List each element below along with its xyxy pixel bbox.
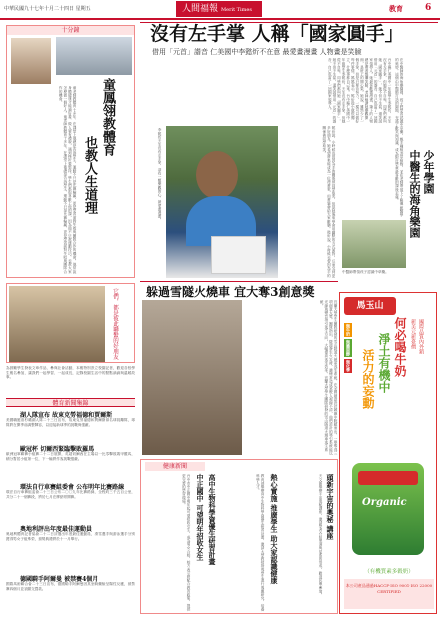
main-photo-caption: 李懿炘天生沒有左手掌，卻有一顆樂觀的心，最愛畫漫畫。 — [158, 128, 162, 222]
ad-brand-logo: 馬玉山 — [344, 297, 396, 315]
group-photo-box — [6, 283, 135, 363]
brief-title-2: 歐冠杯 切爾西緊臨擊敗羅馬 — [20, 446, 95, 453]
brief-title-1: 湖人隊宣布 故東克勞福德和賈爾斯 — [20, 412, 113, 419]
sports-briefs — [6, 398, 135, 614]
lower-body-2: 教育部舉辦高中生物科學資優生研習計畫，邀請大學教授指導學生進行專題研究，培養科學人才。 — [256, 474, 265, 611]
story2-body: 宜蘭大學學生團隊研發的雪山隧道火燒車逃生系統，在全國創意設計競賽中脫穎而出，一舉奪得三項創意大獎。團隊指出，隧道發生火災時，濃煙常造成駕駛人視線不清，他們設計的導引系統能以光線與聲音指引逃生方向，大幅提高逃生效率。宜蘭大學學生團隊研發的雪山隧道火燒車逃生系統。 — [320, 300, 338, 455]
brief-body-1: 美國職籃洛杉磯湖人隊二十三日宣布，故東克勞福德和賈爾斯兩名球員離隊，球隊將在開季前調整陣容，以迎接新球季的挑戰與強敵。 — [6, 418, 135, 427]
issue-date: 中華民國九十七年十月二十四日 星期五 — [4, 6, 91, 12]
ad-tagline-2: 新美元新臺價 — [410, 319, 416, 349]
ad-tagline-1: 國際品質內外銷 — [418, 319, 424, 354]
lower-body-3: 天文館舉辦宇宙奧秘講座，邀請學者介紹黑洞與星系的形成，歡迎民眾參加。 — [319, 474, 323, 597]
lower-body-1: 台中市中正國中明年起可望招收女生，成為男女合校，校方表示將配合教育政策，提供更完善的學習環境。 — [182, 474, 191, 611]
column-box — [6, 25, 135, 278]
main-subhead: 借用「元首」諧音 仁美國中李懿炘不在意 最愛畫漫畫 人物畫是笑臉 — [152, 48, 362, 56]
story2-headline: 躲過雪隧火燒車 宜大奪3創意獎 — [146, 285, 315, 299]
side-story-body: 在中醫師的海角樂園裡，孩子們學習認識中草藥，親手種植香草植物，並在老師帶領下了解傳統醫學的奧妙。這個由中醫師打造的園地，充滿了歡笑與知識，成為附近學童最喜歡的課後去處。 — [395, 58, 404, 217]
ad-badge-1: 無牛奶 — [346, 324, 351, 336]
ad-footer: 本公司產品通過HACCP·ISO 9001·ISO 22000 CERTIFIED — [344, 579, 434, 609]
lower-box-label: 健康新聞 — [145, 462, 205, 471]
page-header — [0, 0, 440, 20]
logo-text: 人間福報 — [182, 4, 219, 14]
brief-body-4: 奧地利體育記者協會二十二日評選出年度最佳運動員，滑雪選手與游泳選手分別獲得男女子組殊榮，頒獎典禮將於十一月舉行。 — [6, 532, 135, 541]
group-photo — [9, 286, 105, 362]
brief-body-3: 環法自行車賽組委會二十三日公布二〇〇九年比賽路線，全程約三千五百公里，共分二十一個賽段，將於七月在摩納哥開賽。 — [6, 490, 135, 499]
ad-product-name: Organic — [362, 497, 407, 508]
main-photo — [166, 126, 278, 278]
side-story-photo — [342, 220, 406, 268]
ad-slogan-3: 活力的妄動 — [361, 349, 375, 409]
brief-body-2: 歐洲冠軍聯賽小組賽二十二日展開，英超切爾西在主場以一比零擊敗義甲羅馬，積分暫居小組第一位，下一輪將作客挑戰強敵。 — [6, 452, 135, 461]
main-headline: 沒有左手掌 人稱「國家圓手」 — [150, 23, 404, 45]
ad-badge-2: 無膽固醇 — [346, 340, 351, 356]
column-author-photo — [11, 38, 51, 84]
ad-product-can — [352, 463, 424, 555]
story2-rule — [140, 281, 338, 282]
main-body-mid: 懿炘說，小時候也曾因為手的關係被同學取笑，但是她後來學會用幽默的方式面對，反而交到更多好朋友。她希望將來能成為一位漫畫家，用畫筆帶給大家歡樂。懿炘說，小時候也曾因為手的關係被同學取笑。 — [322, 126, 336, 278]
main-body-top: 台中縣仁美國中一年級學生李懿炘，天生沒有左手掌，但她從不自卑，同學們都叫她「國家圓手」，她不但不生氣，還笑說借用「元首」的諧音，自己也當了一回國家領導人。她最喜歡畫漫畫，筆下的人物總是帶著燦爛笑臉，老師稱讚她樂觀開朗，是班上的開心果。她說，雖然少了一個手掌，但是只要肯努力，一樣可以做好每件事情。媽媽表示，懿炘從小就很獨立，什麼事都自己來。台中縣仁美國中一年級學生李懿炘，天生沒有左手掌，但她從不自卑，同學們都叫她「國家圓手」，她不但不生氣，還笑說借用「元首」的諧音，自己也當了一回國家領導人。 — [328, 58, 392, 123]
section-name: 教育 — [389, 4, 403, 13]
column-title-line2: 也教人生道理 — [82, 136, 97, 214]
ad-can-label — [358, 471, 418, 485]
brief-body-5: 國際馬術聯合會二十三日宣布，德國騎手阿爾曼因其坐騎藥檢呈陽性反應，被禁賽四個月並須繳交罰款。 — [6, 582, 135, 591]
ad-badge-3: 無化學 — [346, 360, 351, 372]
column-body-text: 童老師教體育十多年，在課堂上他總是告訴學生，運動不只是比賽輸贏，更是學習面對失敗與團隊合作的機會。他常說身體健康才能讀好書，做人要有禮貌，遇到挫折要堅持。學生們都很喜歡上他的課，因為他不只教運動技巧，也教大家怎麼做一個好人。童老師教體育十多年，在課堂上他總是告訴學生，運動不只是比賽輸贏，更是學習面對失敗與團隊合作的機會。 — [59, 86, 77, 274]
ad-slogan-2: 淨土有機中 — [377, 333, 391, 393]
lower-title-2: 高中生物科學資優生研習計畫 — [208, 474, 217, 565]
lower-news-box — [140, 459, 338, 614]
group-photo-note: 為鼓勵學生發表文章作品、參與社會活動，本報特別設立校園記者，歡迎各校學生報名參加，讓我們一起學習、一起成長，記錄校園生活中的點點滴滴與溫暖故事。 — [6, 366, 135, 380]
lower-title-4: 頭新宇宙的奧秘 講座 — [326, 474, 335, 540]
side-story-title-2: 中醫生的海角樂園 — [408, 150, 421, 238]
brief-title-4: 奧地利評出年度最佳運動員 — [20, 526, 93, 533]
brief-title-5: 德國騎手阿爾曼 被禁賽4個月 — [20, 576, 99, 583]
brief-title-3: 環法自行車賽組委會 公布明年比賽路線 — [20, 484, 125, 491]
ad-slogan-1: 何必喝牛奶 — [393, 317, 407, 377]
logo-english: Merit Times — [221, 7, 252, 13]
ad-cta[interactable]: （有機質素多穀奶） — [364, 569, 414, 575]
group-photo-caption: 它們，都是彼此聯繫的好朋友 — [112, 288, 118, 360]
column-label: 十分鐘 — [7, 26, 134, 35]
newspaper-logo — [176, 1, 262, 17]
story2-photo — [142, 300, 242, 455]
page-number: 6 — [425, 3, 432, 13]
photo-drawing-paper — [211, 236, 266, 274]
side-story-caption: 中醫師帶領孩子認識中草藥。 — [342, 270, 389, 274]
side-story-title-1: 少年學園 — [422, 150, 435, 194]
lower-title-3: 熱心實施 推廣學生 助大家認識健康 — [270, 474, 279, 584]
briefs-label: 體育新聞集錦 — [6, 398, 135, 407]
lower-title-1: 中正國中 可望明年招收女生 — [196, 474, 205, 561]
ad-badges — [344, 323, 358, 383]
milk-advertisement[interactable] — [339, 292, 437, 614]
column-title-line1: 童鳳翎教體育 — [100, 78, 115, 156]
column-photo-top — [56, 37, 132, 75]
photo-subject-head — [196, 151, 238, 199]
